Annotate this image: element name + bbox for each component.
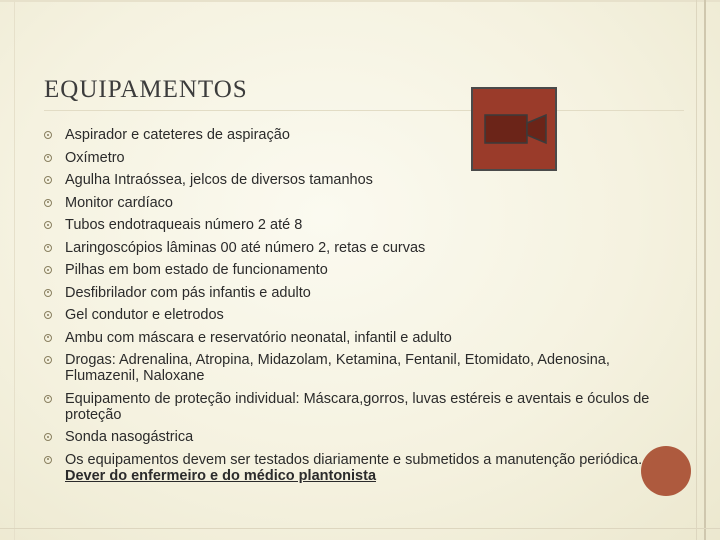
list-item-text: Equipamento de proteção individual: Máscara,gorros, luvas estéreis e aventais e óculos de proteção	[65, 390, 650, 423]
list-item-text: Oxímetro	[65, 149, 125, 166]
bullet-icon	[44, 154, 52, 162]
title-divider	[44, 110, 684, 111]
bullet-icon	[44, 131, 52, 139]
frame-right-inner-line	[696, 0, 697, 540]
list-item	[44, 352, 680, 384]
list-item	[44, 150, 680, 166]
list-item	[44, 391, 680, 423]
frame-top-line	[0, 0, 720, 2]
list-item-text: Pilhas em bom estado de funcionamento	[65, 262, 328, 278]
responsibility-note: Dever do enfermeiro e do médico plantonista	[65, 467, 377, 484]
list-item	[44, 195, 680, 211]
bullet-icon	[44, 433, 52, 441]
list-item	[44, 452, 680, 484]
frame-right-outer-line	[704, 0, 706, 540]
list-item-text: Gel condutor e eletrodos	[65, 307, 224, 323]
list-item-text: Laringoscópios lâminas 00 até número 2, retas e curvas	[65, 239, 426, 256]
list-item	[44, 307, 680, 323]
list-item-text: Os equipamentos devem ser testados diariamente e submetidos a manutenção periódica.	[65, 451, 643, 468]
list-item-text: Drogas: Adrenalina, Atropina, Midazolam, Ketamina, Fentanil, Etomidato, Adenosina, Flumazenil, Naloxane	[65, 352, 610, 384]
list-item-text: Monitor cardíaco	[65, 194, 173, 211]
list-item	[44, 217, 680, 233]
list-item	[44, 127, 680, 143]
list-item-text: Sonda nasogástrica	[65, 429, 194, 445]
bullet-icon	[44, 356, 52, 364]
bullet-icon	[44, 334, 52, 342]
slide-title: EQUIPAMENTOS	[44, 76, 248, 103]
equipment-list	[44, 127, 680, 490]
list-item	[44, 429, 680, 445]
bullet-icon	[44, 266, 52, 274]
list-item-text: Desfibrilador com pás infantis e adulto	[65, 284, 311, 301]
frame-left-line	[14, 0, 15, 540]
list-item	[44, 240, 680, 256]
bullet-icon	[44, 289, 52, 297]
list-item	[44, 285, 680, 301]
frame-bottom-line	[0, 528, 720, 529]
bullet-icon	[44, 199, 52, 207]
bullet-icon	[44, 244, 52, 252]
bullet-icon	[44, 395, 52, 403]
bullet-icon	[44, 456, 52, 464]
bullet-icon	[44, 221, 52, 229]
list-item-text: Ambu com máscara e reservatório neonatal, infantil e adulto	[65, 329, 452, 346]
list-item-text: Tubos endotraqueais número 2 até 8	[65, 217, 303, 233]
list-item	[44, 262, 680, 278]
list-item-text: Agulha Intraóssea, jelcos de diversos tamanhos	[65, 172, 373, 188]
bullet-icon	[44, 176, 52, 184]
list-item	[44, 330, 680, 346]
list-item-text: Aspirador e cateteres de aspiração	[65, 127, 290, 143]
decorative-circle	[641, 446, 691, 496]
list-item	[44, 172, 680, 188]
bullet-icon	[44, 311, 52, 319]
